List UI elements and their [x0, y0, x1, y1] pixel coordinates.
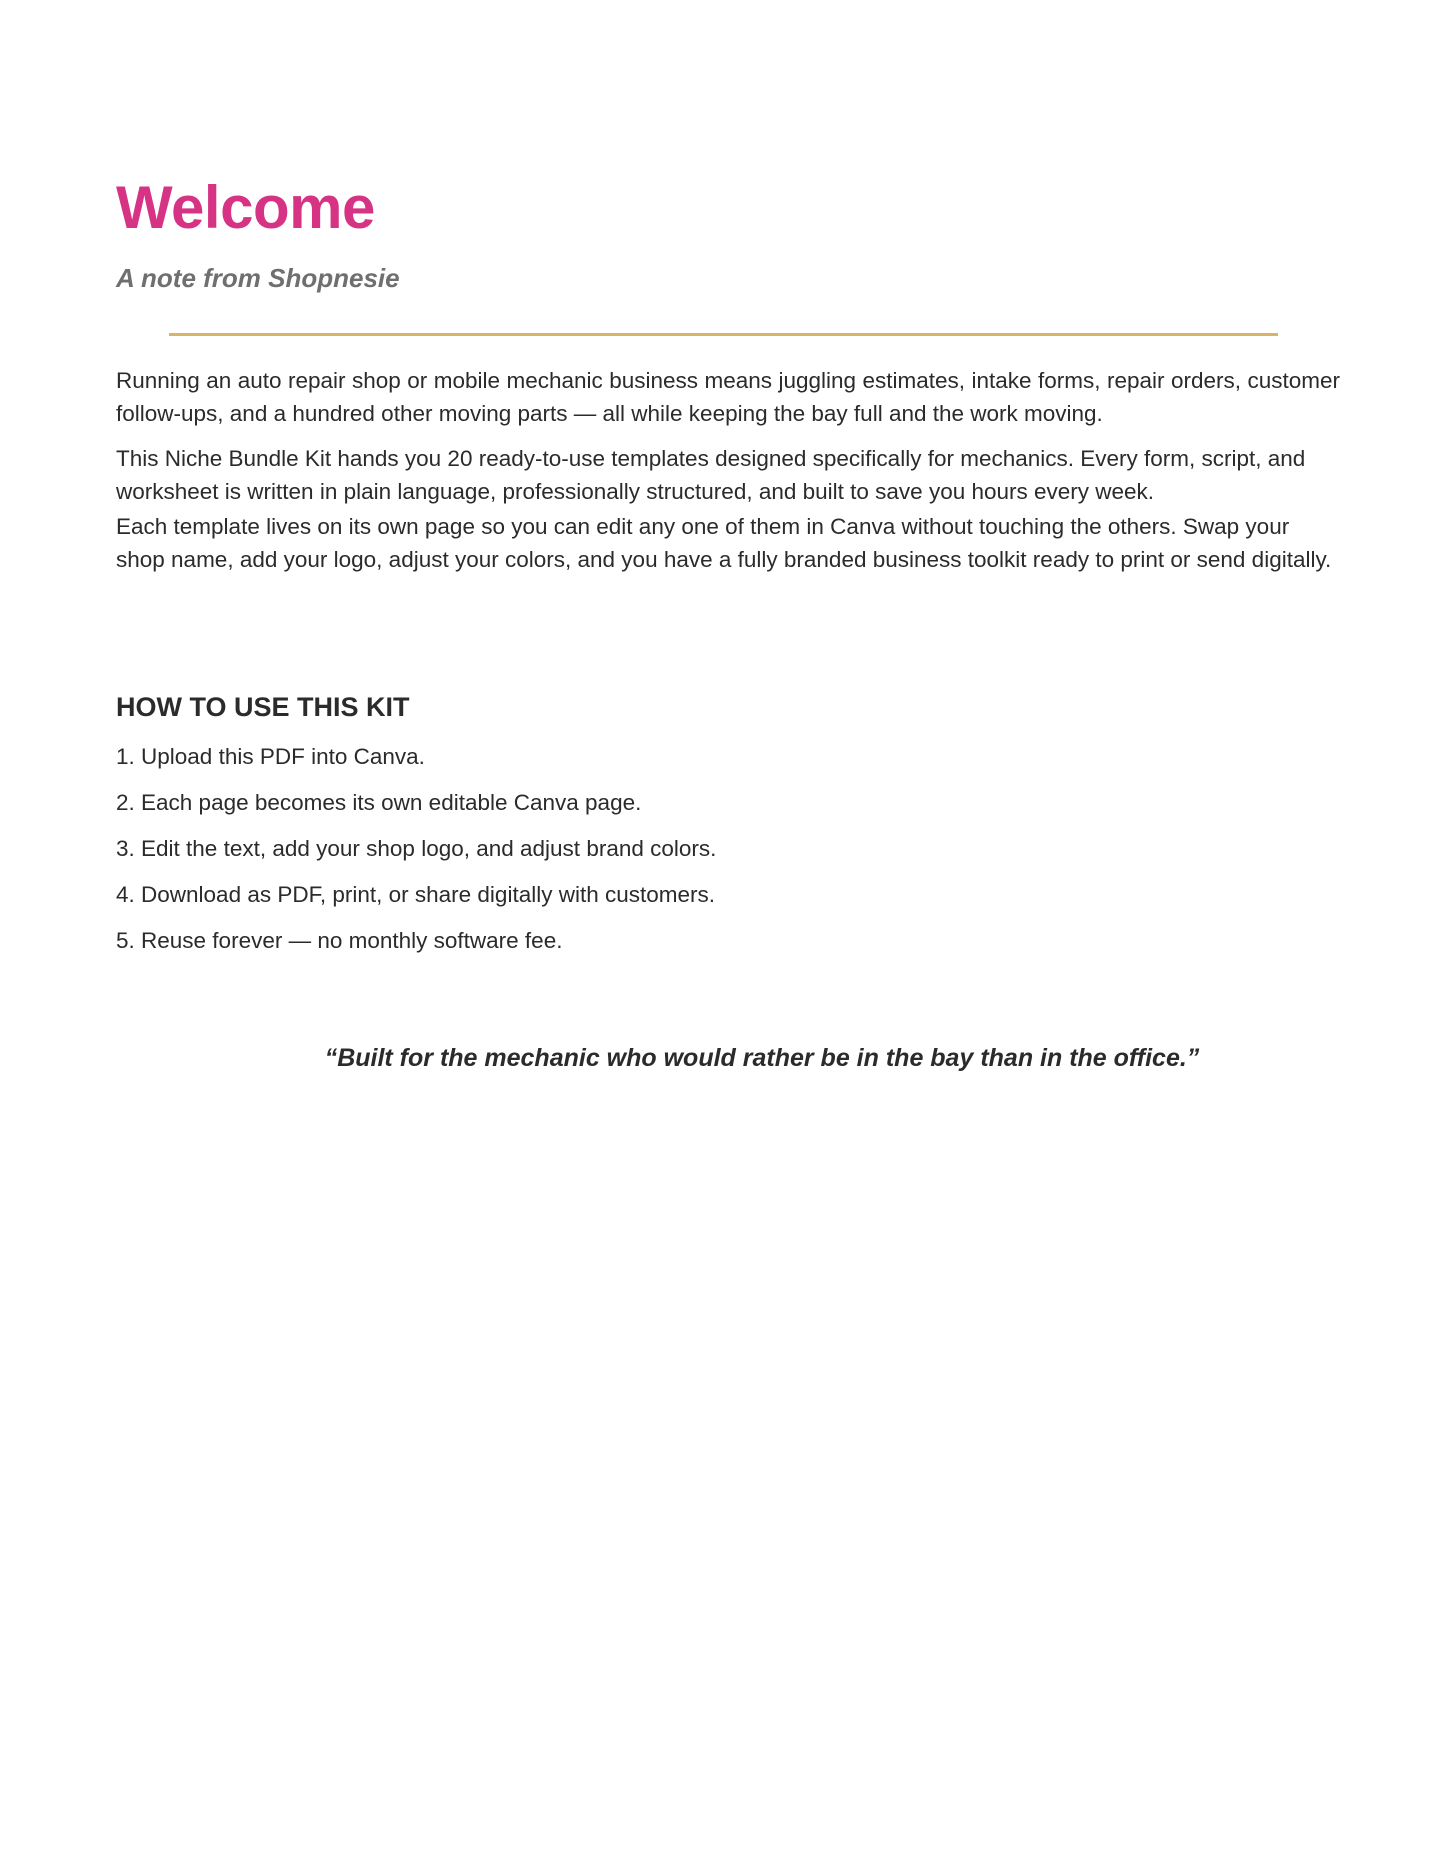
- intro-paragraph: Each template lives on its own page so you can edit any one of them in Canva without touching the others. Swap your shop name, add your logo, adjust your colors, and you have a fully branded business toolkit ready to print or send digitally.: [116, 514, 1332, 572]
- page-title: Welcome: [116, 174, 375, 241]
- step-item: 2. Each page becomes its own editable Canva page.: [116, 790, 642, 815]
- step-item: 4. Download as PDF, print, or share digitally with customers.: [116, 882, 715, 907]
- intro-section: [116, 364, 1340, 588]
- intro-paragraph: This Niche Bundle Kit hands you 20 ready-to-use templates designed specifically for mechanics. Every form, script, and worksheet is written in plain language, professionally structured, and built to save you hours every week.: [116, 446, 1306, 504]
- closing-quote: “Built for the mechanic who would rather be in the bay than in the office.”: [324, 1044, 1200, 1072]
- step-item: 1. Upload this PDF into Canva.: [116, 744, 425, 769]
- page-subtitle: A note from Shopnesie: [116, 263, 400, 293]
- step-item: 5. Reuse forever — no monthly software fee.: [116, 928, 563, 953]
- step-item: 3. Edit the text, add your shop logo, and adjust brand colors.: [116, 836, 717, 861]
- how-to-heading: HOW TO USE THIS KIT: [116, 692, 410, 722]
- intro-paragraph: Running an auto repair shop or mobile mechanic business means juggling estimates, intake forms, repair orders, customer follow-ups, and a hundred other moving parts — all while keeping the bay full and the work moving.: [116, 368, 1340, 426]
- divider-rule: [169, 333, 1278, 336]
- how-to-steps-list: [116, 742, 716, 972]
